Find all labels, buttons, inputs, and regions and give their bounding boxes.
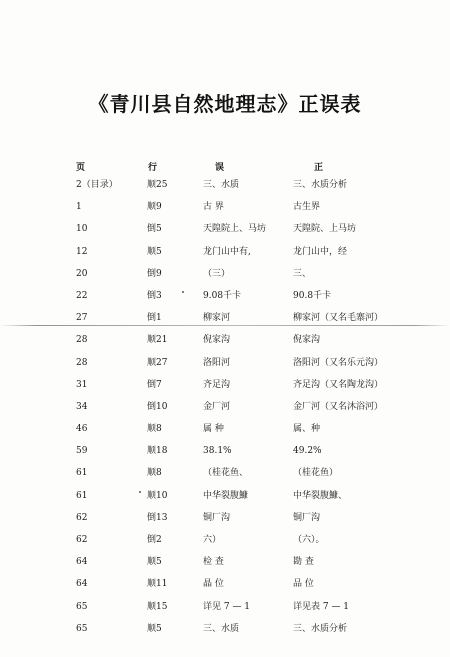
cell-right: 洛阳河（又名乐元沟）: [293, 357, 384, 368]
cell-wrong: 详见 7 — 1: [203, 601, 251, 612]
table-row: [0, 200, 450, 222]
cell-wrong: 铜厂沟: [203, 512, 231, 523]
cell-page: 12: [76, 246, 88, 257]
cell-line: 倒9: [147, 268, 162, 279]
cell-right: 柳家河（又名毛寨河）: [293, 313, 384, 324]
scan-speck: [182, 291, 184, 293]
cell-line: 顺8: [147, 468, 162, 479]
cell-wrong: 古 界: [203, 202, 224, 213]
cell-line: 倒5: [147, 224, 162, 235]
table-row: [0, 444, 450, 466]
cell-right: 天隍院、上马坊: [293, 224, 357, 235]
cell-wrong: 9.08千卡: [203, 290, 242, 301]
errata-table: [0, 178, 450, 644]
table-row: [0, 289, 450, 311]
cell-page: 61: [76, 490, 88, 501]
header-line: 行: [148, 163, 158, 173]
cell-right: 详见表 7 — 1: [293, 601, 350, 612]
cell-line: 顺9: [147, 202, 162, 213]
table-row: [0, 222, 450, 244]
cell-page: 46: [76, 424, 88, 435]
cell-line: 顺11: [147, 579, 168, 590]
table-row: [0, 311, 450, 333]
cell-page: 28: [76, 335, 88, 346]
cell-line: 倒3: [147, 290, 162, 301]
table-row: [0, 555, 450, 577]
table-header: [0, 160, 450, 174]
table-row: [0, 511, 450, 533]
cell-line: 顺5: [147, 246, 162, 257]
cell-page: 65: [76, 623, 88, 634]
cell-wrong: 晶 位: [203, 579, 224, 590]
table-row: [0, 400, 450, 422]
cell-wrong: 金厂河: [203, 401, 231, 412]
cell-line: 顺21: [147, 335, 168, 346]
cell-line: 顺8: [147, 424, 162, 435]
cell-line: 倒13: [147, 512, 168, 523]
cell-right: 属、种: [293, 424, 321, 435]
cell-line: 倒10: [147, 401, 168, 412]
header-page: 页: [76, 163, 86, 173]
cell-page: 34: [76, 401, 88, 412]
cell-page: 65: [76, 601, 88, 612]
cell-wrong: 六）: [203, 535, 222, 545]
cell-line: 顺5: [147, 557, 162, 568]
table-row: [0, 533, 450, 555]
cell-right: 三、: [293, 268, 312, 279]
header-wrong: 误: [215, 163, 225, 173]
cell-right: 90.8千卡: [293, 290, 332, 301]
cell-line: 倒1: [147, 313, 162, 324]
cell-right: 齐足沟（又名陶龙沟）: [293, 379, 384, 390]
cell-wrong: 齐足沟: [203, 379, 231, 390]
table-row: [0, 178, 450, 200]
cell-right: 倪家沟: [293, 335, 321, 346]
cell-right: 铜厂沟: [293, 512, 321, 523]
cell-wrong: 柳家河: [203, 313, 231, 324]
cell-page: 62: [76, 535, 88, 545]
cell-right: 三、水质分析: [293, 180, 348, 190]
cell-page: 1: [76, 202, 82, 213]
cell-line: 倒2: [147, 535, 162, 545]
cell-wrong: 三、水质: [203, 623, 240, 634]
table-row: [0, 577, 450, 599]
cell-wrong: 三、水质: [203, 180, 240, 190]
cell-right: 古生界: [293, 202, 321, 213]
table-row: [0, 489, 450, 511]
table-row: [0, 378, 450, 400]
cell-page: 27: [76, 313, 88, 324]
cell-page: 59: [76, 446, 88, 457]
table-row: [0, 245, 450, 267]
cell-line: 顺5: [147, 623, 162, 634]
cell-right: 三、水质分析: [293, 623, 348, 634]
cell-page: 64: [76, 557, 88, 568]
table-row: [0, 622, 450, 644]
table-row: [0, 600, 450, 622]
cell-page: 20: [76, 268, 88, 279]
table-row: [0, 466, 450, 488]
cell-line: 顺25: [147, 180, 168, 190]
cell-line: 顺10: [147, 490, 168, 501]
cell-line: 顺15: [147, 601, 168, 612]
cell-wrong: 中华裂腹鱇: [203, 490, 249, 501]
cell-wrong: 属 种: [203, 424, 224, 435]
cell-right: （桂花鱼）: [293, 468, 339, 479]
cell-page: 31: [76, 379, 88, 390]
cell-page: 62: [76, 512, 88, 523]
cell-line: 顺27: [147, 357, 168, 368]
cell-wrong: 检 查: [203, 557, 224, 568]
cell-right: （六）。: [293, 535, 325, 545]
cell-page: 2（目录）: [76, 180, 118, 190]
table-row: [0, 422, 450, 444]
cell-page: 28: [76, 357, 88, 368]
cell-right: 龙门山中，经: [293, 246, 348, 257]
cell-wrong: （三）: [203, 268, 231, 279]
cell-line: 顺18: [147, 446, 168, 457]
scan-speck: [139, 491, 141, 493]
cell-line: 倒7: [147, 379, 162, 390]
cell-page: 64: [76, 579, 88, 590]
cell-wrong: （桂花鱼、: [203, 468, 249, 479]
cell-page: 22: [76, 290, 88, 301]
cell-wrong: 倪家沟: [203, 335, 231, 346]
table-row: [0, 356, 450, 378]
cell-wrong: 天隍院上、马坊: [203, 224, 267, 235]
table-row: [0, 267, 450, 289]
cell-right: 49.2%: [293, 446, 322, 457]
cell-page: 61: [76, 468, 88, 479]
cell-right: 金厂河（又名沐浴河）: [293, 401, 384, 412]
cell-right: 勘 查: [293, 557, 314, 568]
cell-page: 10: [76, 224, 88, 235]
cell-right: 品 位: [293, 579, 314, 590]
cell-wrong: 龙门山中有,: [203, 246, 251, 257]
page-title: 《青川县自然地理志》正误表: [88, 92, 362, 116]
cell-right: 中华裂腹鱇、: [293, 490, 348, 501]
table-row: [0, 333, 450, 355]
cell-wrong: 洛阳河: [203, 357, 231, 368]
header-right: 正: [314, 163, 324, 173]
scan-artifact-line: [0, 325, 450, 326]
cell-wrong: 38.1%: [203, 446, 232, 457]
